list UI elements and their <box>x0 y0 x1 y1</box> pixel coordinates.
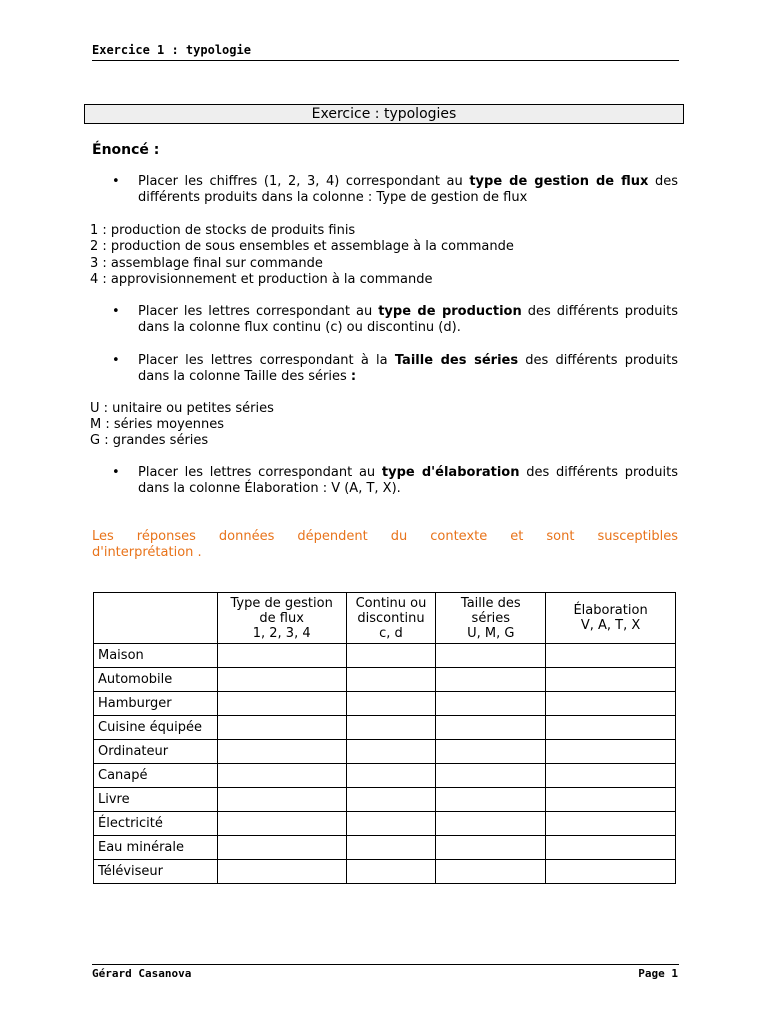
answer-cell[interactable] <box>436 692 546 716</box>
answer-cell[interactable] <box>346 860 436 884</box>
table-row <box>94 788 676 812</box>
row-label: Eau minérale <box>94 836 218 860</box>
answer-cell[interactable] <box>217 692 346 716</box>
series-option-u: U : unitaire ou petites séries <box>90 401 274 416</box>
header-cell-flux: Type de gestion de flux 1, 2, 3, 4 <box>217 593 346 644</box>
answer-cell[interactable] <box>436 716 546 740</box>
row-label: Livre <box>94 788 218 812</box>
bullet-text: des différents produits dans la colonne flux continu (c) ou discontinu (d). <box>138 304 678 335</box>
answer-cell[interactable] <box>346 668 436 692</box>
table-row <box>94 668 676 692</box>
answer-cell[interactable] <box>346 644 436 668</box>
row-label: Cuisine équipée <box>94 716 218 740</box>
note-line-1: Les réponses données dépendent du contexte et sont susceptibles <box>92 529 678 544</box>
answer-table <box>93 592 676 884</box>
answer-cell[interactable] <box>346 692 436 716</box>
answer-cell[interactable] <box>217 860 346 884</box>
answer-cell[interactable] <box>217 740 346 764</box>
bullet-text: des différents produits dans la colonne Élaboration : V (A, T, X). <box>138 465 678 496</box>
flux-option-1: 1 : production de stocks de produits finis <box>90 223 356 238</box>
answer-cell[interactable] <box>346 788 436 812</box>
series-option-m: M : séries moyennes <box>90 417 225 432</box>
instruction-bullet-3 <box>112 353 678 385</box>
answer-cell[interactable] <box>217 836 346 860</box>
answer-cell[interactable] <box>217 788 346 812</box>
instruction-bullet-1 <box>112 174 678 206</box>
header-divider <box>92 60 679 61</box>
row-label: Ordinateur <box>94 740 218 764</box>
bullet-keyword: type d'élaboration <box>381 465 520 480</box>
page-header: Exercice 1 : typologie <box>92 43 251 57</box>
row-label: Téléviseur <box>94 860 218 884</box>
flux-option-4: 4 : approvisionnement et production à la commande <box>90 272 433 287</box>
row-label: Hamburger <box>94 692 218 716</box>
table-row <box>94 764 676 788</box>
answer-cell[interactable] <box>217 716 346 740</box>
table-row <box>94 644 676 668</box>
answer-cell[interactable] <box>546 812 676 836</box>
row-label: Canapé <box>94 764 218 788</box>
answer-cell[interactable] <box>346 836 436 860</box>
answer-cell[interactable] <box>546 788 676 812</box>
footer-page-number: Page 1 <box>638 967 678 980</box>
table-header-row <box>94 593 676 644</box>
interpretation-note <box>92 529 678 561</box>
section-label: Énoncé : <box>92 142 160 158</box>
bullet-icon: • <box>112 174 120 189</box>
series-option-g: G : grandes séries <box>90 433 209 448</box>
answer-cell[interactable] <box>546 860 676 884</box>
answer-cell[interactable] <box>436 812 546 836</box>
bullet-keyword: type de production <box>378 304 522 319</box>
table-row <box>94 812 676 836</box>
bullet-text: Placer les lettres correspondant au <box>138 304 379 319</box>
answer-cell[interactable] <box>436 764 546 788</box>
header-cell-continu: Continu ou discontinu c, d <box>346 593 436 644</box>
answer-cell[interactable] <box>217 812 346 836</box>
bullet-keyword: : <box>350 369 357 384</box>
table-row <box>94 836 676 860</box>
bullet-text: Placer les chiffres (1, 2, 3, 4) correspondant au <box>138 174 470 189</box>
answer-cell[interactable] <box>546 644 676 668</box>
row-label: Automobile <box>94 668 218 692</box>
flux-option-2: 2 : production de sous ensembles et assemblage à la commande <box>90 239 514 254</box>
answer-cell[interactable] <box>546 692 676 716</box>
bullet-text: Placer les lettres correspondant à la <box>138 353 395 368</box>
bullet-icon: • <box>112 465 120 480</box>
flux-option-3: 3 : assemblage final sur commande <box>90 256 323 271</box>
note-line-2: d'interprétation . <box>92 545 202 560</box>
footer-author: Gérard Casanova <box>92 967 192 980</box>
bullet-text: des différents produits dans la colonne Taille des séries <box>138 353 678 384</box>
answer-cell[interactable] <box>346 716 436 740</box>
footer-divider <box>92 964 679 965</box>
row-label: Maison <box>94 644 218 668</box>
table-row <box>94 860 676 884</box>
bullet-keyword: type de gestion de flux <box>469 174 649 189</box>
answer-cell[interactable] <box>436 836 546 860</box>
answer-cell[interactable] <box>546 668 676 692</box>
answer-cell[interactable] <box>346 764 436 788</box>
answer-cell[interactable] <box>217 644 346 668</box>
header-cell-taille: Taille des séries U, M, G <box>436 593 546 644</box>
answer-cell[interactable] <box>436 740 546 764</box>
answer-cell[interactable] <box>436 788 546 812</box>
answer-cell[interactable] <box>436 644 546 668</box>
answer-cell[interactable] <box>217 668 346 692</box>
header-cell-empty <box>94 593 218 644</box>
bullet-keyword: Taille des séries <box>394 353 519 368</box>
instruction-bullet-4 <box>112 465 678 497</box>
table-row <box>94 740 676 764</box>
answer-cell[interactable] <box>546 716 676 740</box>
answer-cell[interactable] <box>546 764 676 788</box>
bullet-icon: • <box>112 353 120 368</box>
header-cell-elaboration: Élaboration V, A, T, X <box>546 593 676 644</box>
bullet-text: Placer les lettres correspondant au <box>138 465 382 480</box>
answer-cell[interactable] <box>217 764 346 788</box>
answer-cell[interactable] <box>546 740 676 764</box>
bullet-icon: • <box>112 304 120 319</box>
answer-cell[interactable] <box>436 668 546 692</box>
bullet-text: des différents produits dans la colonne : Type de gestion de flux <box>138 174 678 205</box>
row-label: Électricité <box>94 812 218 836</box>
table-row <box>94 716 676 740</box>
answer-cell[interactable] <box>346 740 436 764</box>
answer-cell[interactable] <box>346 812 436 836</box>
exercise-title: Exercice : typologies <box>84 104 684 124</box>
answer-cell[interactable] <box>546 836 676 860</box>
instruction-bullet-2 <box>112 304 678 336</box>
table-row <box>94 692 676 716</box>
answer-cell[interactable] <box>436 860 546 884</box>
